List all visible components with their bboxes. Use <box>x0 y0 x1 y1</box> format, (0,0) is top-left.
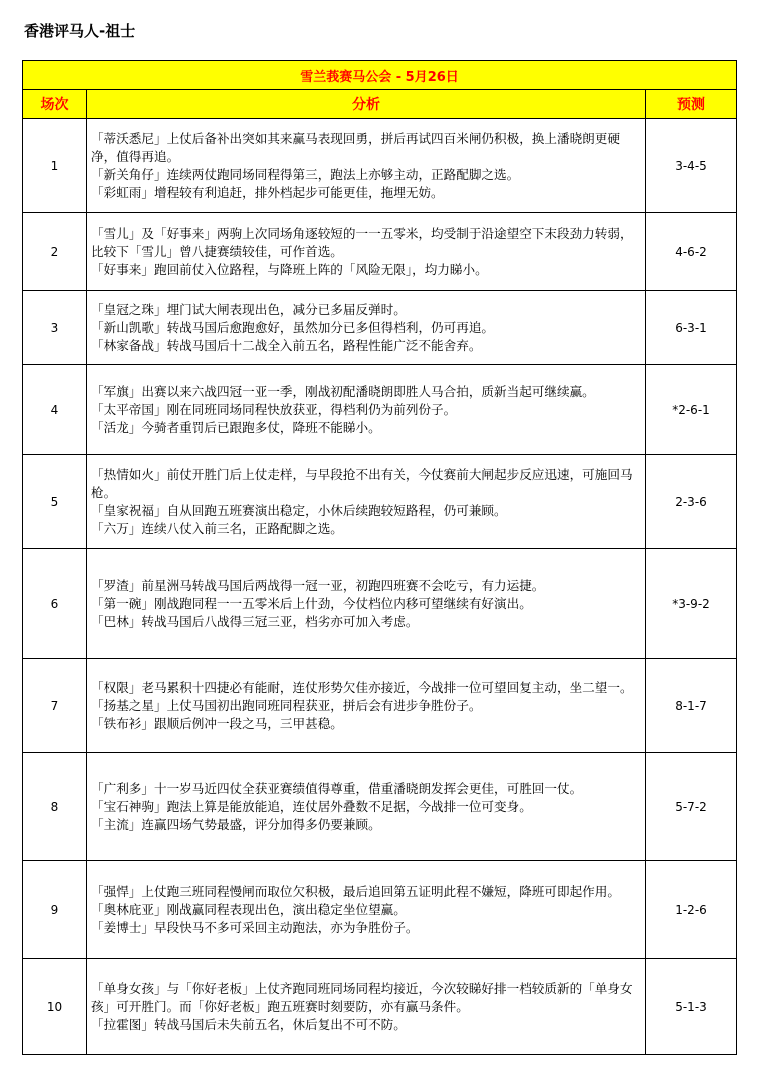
race-analysis <box>87 455 646 549</box>
race-forecast: 4-6-2 <box>646 213 737 291</box>
race-number: 7 <box>23 659 87 753</box>
table-header-row <box>23 90 737 119</box>
table-row <box>23 549 737 659</box>
analysis-line: 「林家备战」转战马国后十二战全入前五名，路程性能广泛不能舍弃。 <box>91 337 482 353</box>
race-forecast: 6-3-1 <box>646 291 737 365</box>
race-number: 5 <box>23 455 87 549</box>
race-number: 1 <box>23 119 87 213</box>
table-row <box>23 659 737 753</box>
analysis-line: 「姜博士」早段快马不多可采回主动跑法，亦为争胜份子。 <box>91 919 419 935</box>
analysis-line: 「单身女孩」与「你好老板」上仗齐跑同班同场同程均接近，今次较睇好排一档较质新的「单身女孩」可开胜门。而「你好老板」跑五班赛时刻要防，亦有赢马条件。 <box>91 980 633 1014</box>
analysis-line: 「好事来」跑回前仗入位路程，与降班上阵的「风险无限」，均力睇小。 <box>91 261 488 277</box>
race-forecast: 5-7-2 <box>646 753 737 861</box>
race-number: 9 <box>23 861 87 959</box>
table-row <box>23 365 737 455</box>
analysis-line: 「广利多」十一岁马近四仗全获亚赛绩值得尊重，借重潘晓朗发挥会更佳，可胜回一仗。 <box>91 780 583 796</box>
table-row <box>23 753 737 861</box>
race-number: 4 <box>23 365 87 455</box>
race-forecast: 8-1-7 <box>646 659 737 753</box>
race-forecast: *3-9-2 <box>646 549 737 659</box>
race-number: 3 <box>23 291 87 365</box>
header-race: 场次 <box>23 90 87 119</box>
race-analysis <box>87 365 646 455</box>
analysis-line: 「雪儿」及「好事来」两驹上次同场角逐较短的一一五零米，均受制于沿途望空下末段劲力转弱，比较下「雪儿」曾八捷赛绩较佳，可作首选。 <box>91 225 633 259</box>
page-title: 香港评马人-祖士 <box>24 22 136 40</box>
analysis-line: 「皇家祝福」自从回跑五班赛演出稳定，小休后续跑较短路程，仍可兼顾。 <box>91 502 507 518</box>
race-number: 8 <box>23 753 87 861</box>
race-analysis <box>87 753 646 861</box>
race-analysis <box>87 119 646 213</box>
race-forecast: 3-4-5 <box>646 119 737 213</box>
analysis-line: 「蒂沃悉尼」上仗后备补出突如其来赢马表现回勇，拼后再试四百米闸仍积极，换上潘晓朗更硬净，值得再追。 <box>91 130 620 164</box>
analysis-line: 「第一碗」刚战跑同程一一五零米后上什劲，今仗档位内移可望继续有好演出。 <box>91 595 532 611</box>
race-number: 10 <box>23 959 87 1055</box>
analysis-line: 「拉霍图」转战马国后未失前五名，休后复出不可不防。 <box>91 1016 406 1032</box>
race-number: 2 <box>23 213 87 291</box>
race-tips-table <box>22 60 737 1055</box>
race-analysis <box>87 291 646 365</box>
analysis-line: 「强悍」上仗跑三班同程慢闸而取位欠积极，最后追回第五证明此程不嫌短，降班可即起作用。 <box>91 883 620 899</box>
table-row <box>23 213 737 291</box>
race-analysis <box>87 213 646 291</box>
analysis-line: 「权限」老马累积十四捷必有能耐，连仗形势欠佳亦接近，今战排一位可望回复主动，坐二望一。 <box>91 679 633 695</box>
race-analysis <box>87 861 646 959</box>
race-analysis <box>87 549 646 659</box>
analysis-line: 「军旗」出赛以来六战四冠一亚一季，刚战初配潘晓朗即胜人马合拍，质新当起可继续赢。 <box>91 383 595 399</box>
race-analysis <box>87 659 646 753</box>
table-caption-row <box>23 61 737 90</box>
analysis-line: 「奥林庇亚」刚战赢同程表现出色，演出稳定坐位望赢。 <box>91 901 406 917</box>
race-forecast: 5-1-3 <box>646 959 737 1055</box>
meeting-caption: 雪兰莪赛马公会 - 5月26日 <box>23 61 737 90</box>
race-forecast: 2-3-6 <box>646 455 737 549</box>
race-number: 6 <box>23 549 87 659</box>
analysis-line: 「六万」连续八仗入前三名，正路配脚之选。 <box>91 520 343 536</box>
analysis-line: 「皇冠之珠」埋门试大闸表现出色，减分已多届反弹时。 <box>91 301 406 317</box>
analysis-line: 「宝石神驹」跑法上算是能放能追，连仗居外叠数不足据，今战排一位可变身。 <box>91 798 532 814</box>
header-analysis: 分析 <box>87 90 646 119</box>
analysis-line: 「活龙」今骑者重罚后已跟跑多仗，降班不能睇小。 <box>91 419 381 435</box>
table-row <box>23 861 737 959</box>
analysis-line: 「热情如火」前仗开胜门后上仗走样，与早段抢不出有关，今仗赛前大闸起步反应迅速，可施回马枪。 <box>91 466 633 500</box>
analysis-line: 「巴林」转战马国后八战得三冠三亚，档劣亦可加入考虑。 <box>91 613 419 629</box>
analysis-line: 「铁布衫」跟顺后例冲一段之马，三甲甚稳。 <box>91 715 343 731</box>
race-analysis <box>87 959 646 1055</box>
race-forecast: *2-6-1 <box>646 365 737 455</box>
analysis-line: 「彩虹雨」增程较有利追赶，排外档起步可能更佳，拖埋无妨。 <box>91 184 444 200</box>
table-row <box>23 291 737 365</box>
analysis-line: 「新关角仔」连续两仗跑同场同程得第三，跑法上亦够主动，正路配脚之选。 <box>91 166 520 182</box>
table-row <box>23 119 737 213</box>
race-forecast: 1-2-6 <box>646 861 737 959</box>
header-forecast: 预测 <box>646 90 737 119</box>
analysis-line: 「扬基之星」上仗马国初出跑同班同程获亚，拼后会有进步争胜份子。 <box>91 697 482 713</box>
analysis-line: 「新山凯歌」转战马国后愈跑愈好，虽然加分已多但得档利，仍可再追。 <box>91 319 494 335</box>
analysis-line: 「罗渣」前星洲马转战马国后两战得一冠一亚，初跑四班赛不会吃亏，有力运捷。 <box>91 577 545 593</box>
analysis-line: 「主流」连赢四场气势最盛，评分加得多仍要兼顾。 <box>91 816 381 832</box>
table-row <box>23 959 737 1055</box>
analysis-line: 「太平帝国」刚在同班同场同程快放获亚，得档利仍为前列份子。 <box>91 401 457 417</box>
table-row <box>23 455 737 549</box>
